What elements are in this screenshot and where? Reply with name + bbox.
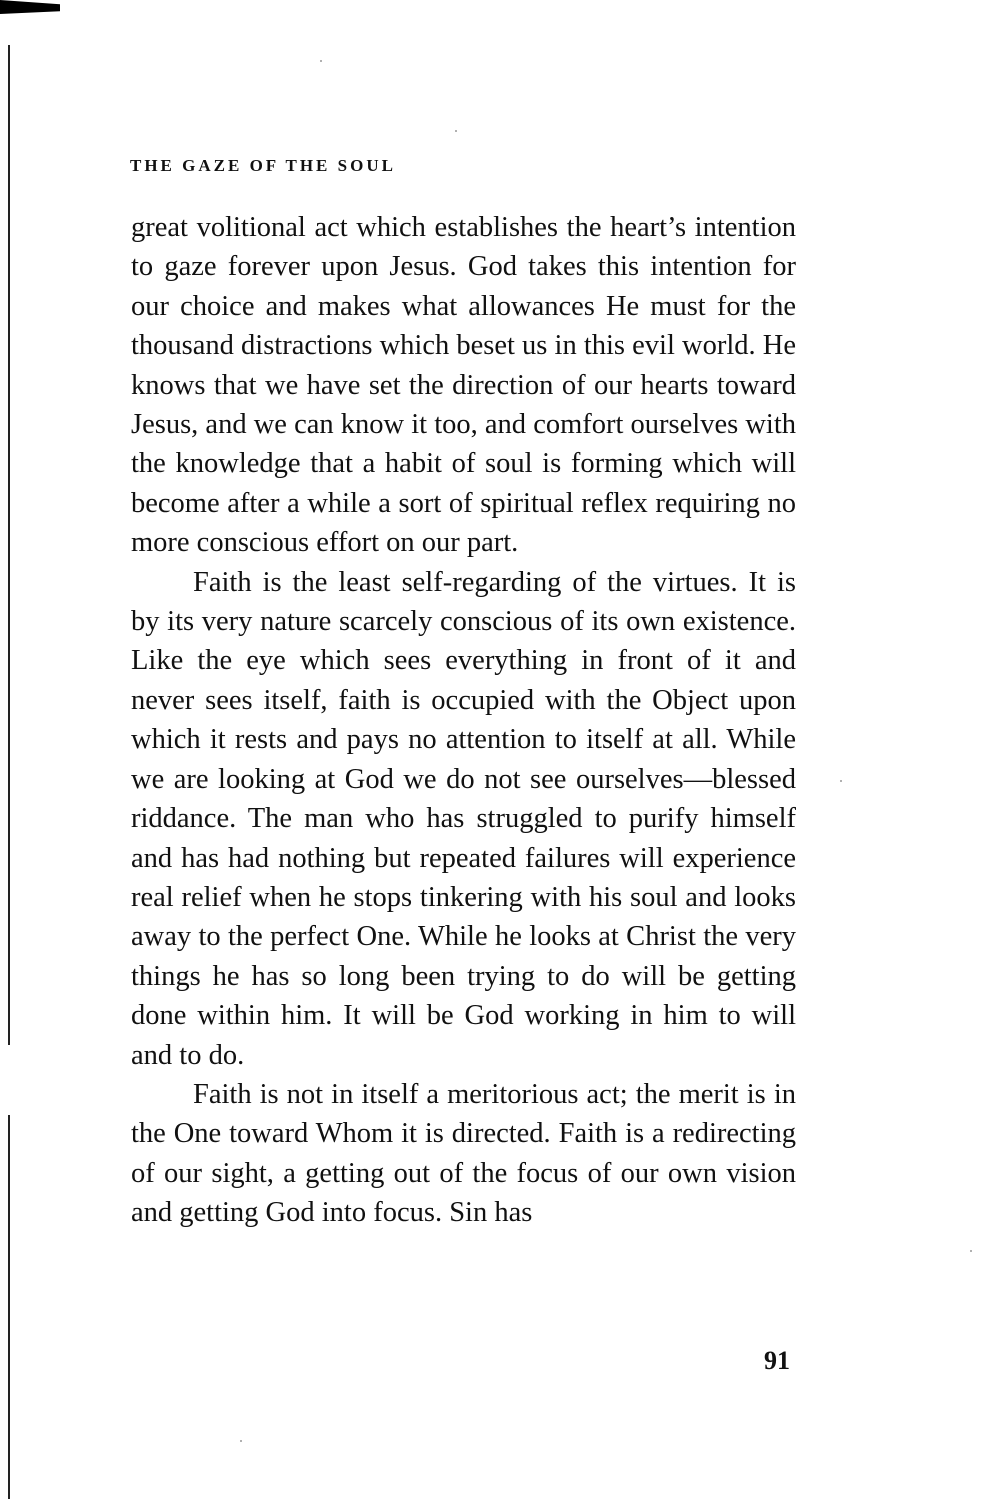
scan-speck xyxy=(320,60,322,62)
paragraph-2: Faith is the least self-regarding of the virtues. It is by its very nature scarcely conscious of its own existence. Like the eye which sees everything in front of it and never sees itself, faith is occupied with the Object upon which it rests and pays no attention to itself at all. While we are looking at God we do not see ourselves—blessed riddance. The man who has struggled to purify himself and has had nothing but repeated failures will experience real relief when he stops tinkering with his soul and looks away to the perfect One. While he looks at Christ the very things he has so long been trying to do will be getting done within him. It will be God working in him to will and to do. xyxy=(131,566,796,1071)
page-edge-line xyxy=(8,1115,10,1499)
scan-speck xyxy=(840,780,842,782)
body-text xyxy=(131,208,796,1233)
paragraph-3: Faith is not in itself a meritorious act; the merit is in the One toward Whom it is directed. Faith is a redirecting of our sight, a getting out of the focus of our own vision and getting God into focus. Sin has xyxy=(131,1078,796,1229)
scan-speck xyxy=(240,1440,242,1442)
page-number: 91 xyxy=(764,1346,790,1375)
scan-artifact-mark xyxy=(0,0,60,14)
scan-speck xyxy=(970,1250,972,1252)
page-edge-line xyxy=(8,45,10,1045)
paragraph-1: great volitional act which establishes the heart’s intention to gaze forever upon Jesus. God takes this intention for our choice and makes what allowances He must for the thousand distractions which beset us in this evil world. He knows that we have set the direction of our hearts toward Jesus, and we can know it too, and comfort ourselves with the knowledge that a habit of soul is forming which will become after a while a sort of spiritual reflex requiring no more conscious effort on our part. xyxy=(131,212,796,559)
running-head: THE GAZE OF THE SOUL xyxy=(130,156,396,175)
scan-speck xyxy=(455,130,457,132)
